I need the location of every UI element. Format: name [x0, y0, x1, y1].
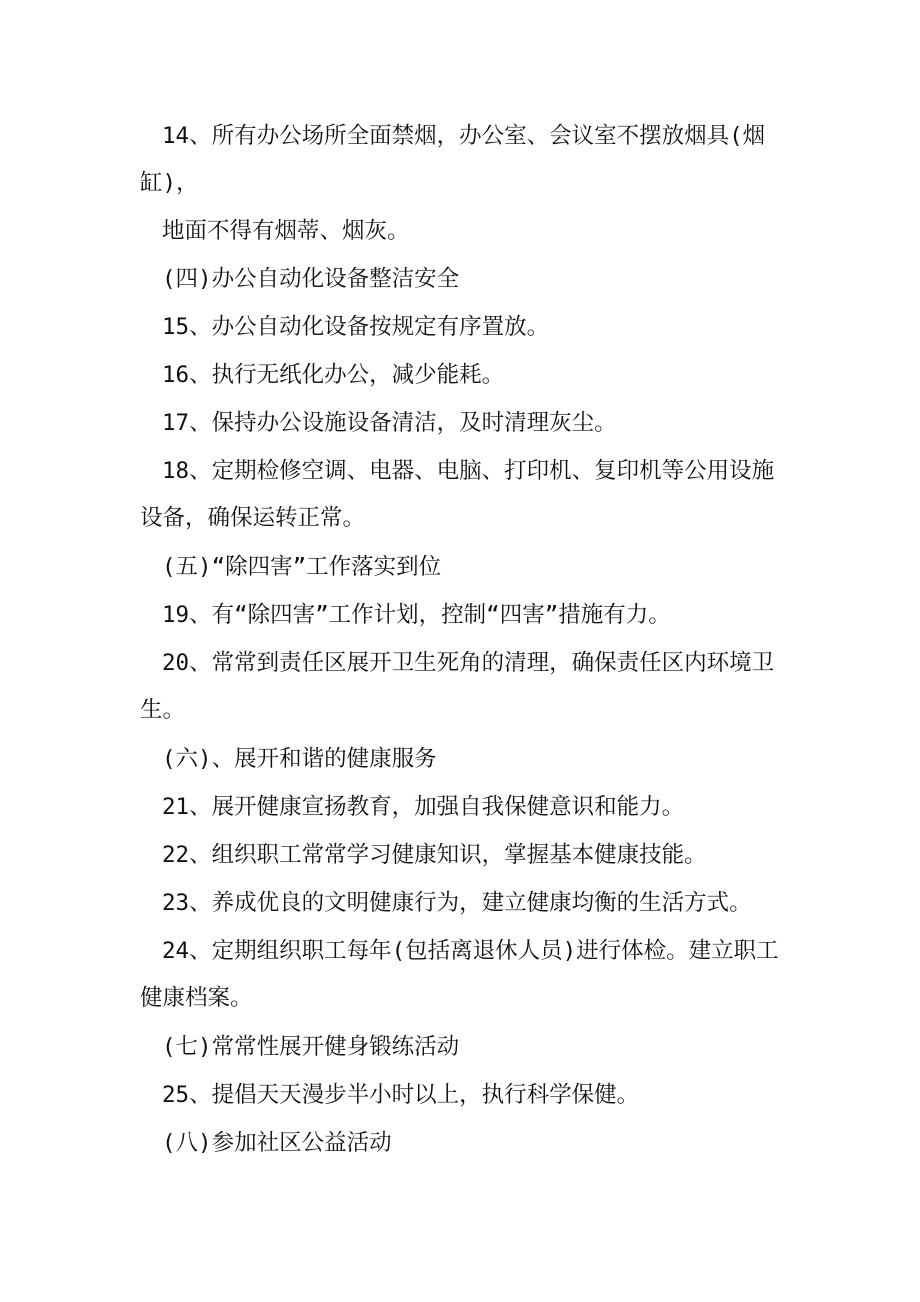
paragraph-14: 14、所有办公场所全面禁烟，办公室、会议室不摆放烟具(烟缸)，: [140, 123, 766, 196]
paragraph-24: 24、定期组织职工每年(包括离退休人员)进行体检。建立职工健康档案。: [140, 938, 779, 1011]
paragraph-17: 17、保持办公设施设备清洁，及时清理灰尘。: [162, 410, 617, 436]
section-heading-5: (五)“除四害”工作落实到位: [162, 554, 442, 580]
paragraph-23: 23、养成优良的文明健康行为，建立健康均衡的生活方式。: [162, 890, 752, 916]
paragraph-14-cont: 地面不得有烟蒂、烟灰。: [162, 218, 410, 244]
paragraph-15: 15、办公自动化设备按规定有序置放。: [162, 314, 550, 340]
paragraph-22: 22、组织职工常常学习健康知识，掌握基本健康技能。: [162, 842, 707, 868]
paragraph-20: 20、常常到责任区展开卫生死角的清理，确保责任区内环境卫生。: [140, 650, 775, 723]
section-heading-6: (六)、展开和谐的健康服务: [162, 746, 437, 772]
section-heading-8: (八)参加社区公益活动: [162, 1130, 392, 1156]
paragraph-25: 25、提倡天天漫步半小时以上，执行科学保健。: [162, 1082, 640, 1108]
paragraph-18: 18、定期检修空调、电器、电脑、打印机、复印机等公用设施设备，确保运转正常。: [140, 458, 775, 531]
section-heading-7: (七)常常性展开健身锻练活动: [162, 1034, 460, 1060]
paragraph-21: 21、展开健康宣扬教育，加强自我保健意识和能力。: [162, 794, 685, 820]
section-heading-4: (四)办公自动化设备整洁安全: [162, 266, 460, 292]
paragraph-19: 19、有“除四害”工作计划，控制“四害”措施有力。: [162, 602, 671, 628]
paragraph-16: 16、执行无纸化办公，减少能耗。: [162, 362, 505, 388]
